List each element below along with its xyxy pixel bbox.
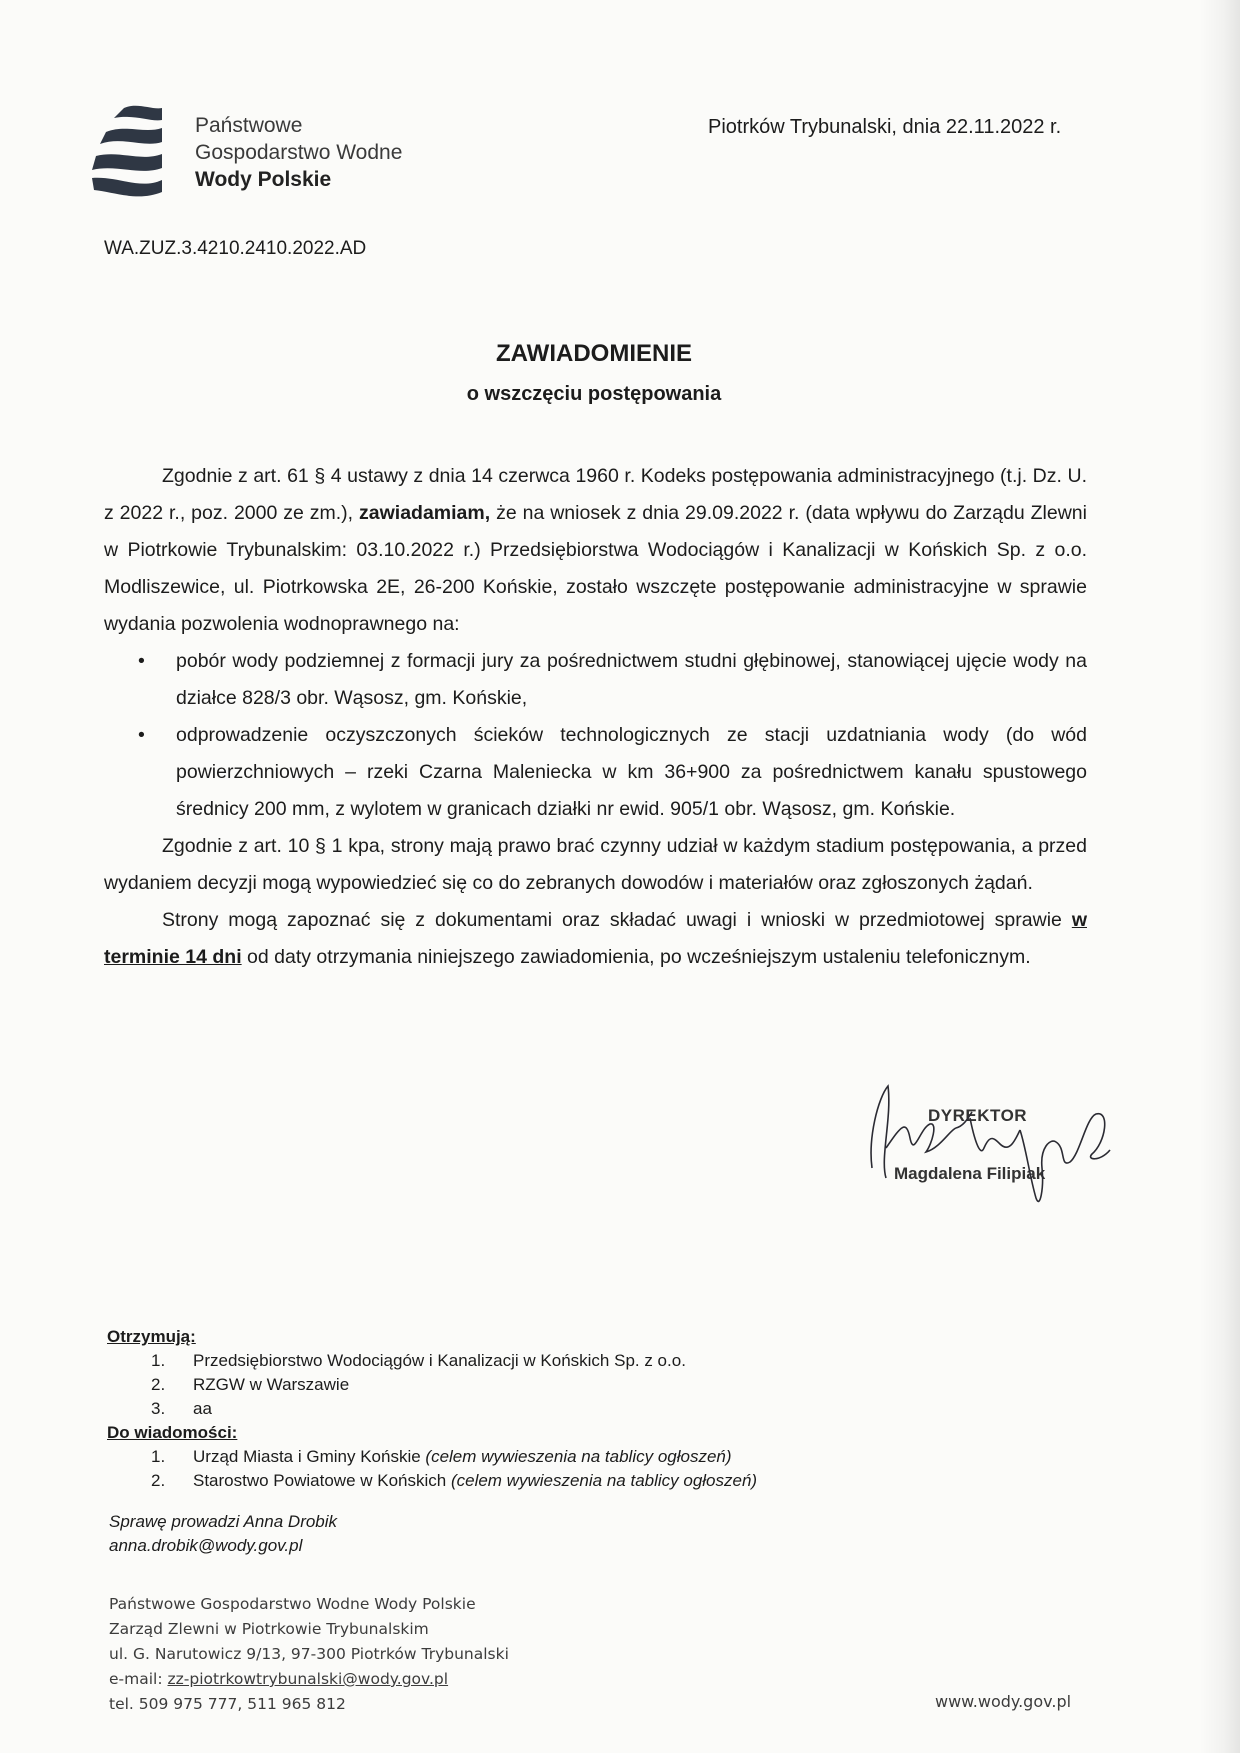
list-item-text: Przedsiębiorstwo Wodociągów i Kanalizacji w Końskich Sp. z o.o. [193, 1351, 686, 1370]
list-item [104, 643, 1087, 717]
logo-line-2: Gospodarstwo Wodne [195, 141, 403, 164]
list-item-text: Urząd Miasta i Gminy Końskie [193, 1447, 426, 1466]
list-item-text: Starostwo Powiatowe w Końskich [193, 1471, 451, 1490]
document-body [104, 458, 1087, 976]
organization-logo [92, 104, 422, 204]
footer-line-1: Państwowe Gospodarstwo Wodne Wody Polskie [109, 1595, 476, 1613]
list-item-text: odprowadzenie oczyszczonych ścieków technologicznych ze stacji uzdatniania wody (do wód powierzchniowych – rzeki Czarna Maleniecka w km 36+900 za pośrednictwem kanału spustowego średnicy 200 mm, z wylotem w granicach działki nr ewid. 905/1 obr. Wąsosz, gm. Końskie. [176, 724, 1087, 820]
list-item [107, 1445, 1007, 1469]
list-item-text: RZGW w Warszawie [193, 1375, 350, 1394]
footer-line-2: Zarząd Zlewni w Piotrkowie Trybunalskim [109, 1620, 429, 1638]
list-item [107, 1349, 1007, 1373]
footer-email-label: e-mail: [109, 1670, 168, 1688]
document-subtitle: o wszczęciu postępowania [466, 383, 722, 405]
case-handler-name: Sprawę prowadzi Anna Drobik [109, 1512, 338, 1531]
paragraph-3 [104, 902, 1087, 976]
list-item-text: aa [193, 1399, 212, 1418]
paragraph-1 [104, 458, 1087, 643]
footer-address [109, 1592, 509, 1717]
permit-scope-list [104, 643, 1087, 828]
case-reference-number: WA.ZUZ.3.4210.2410.2022.AD [104, 238, 367, 259]
list-item [107, 1469, 1007, 1493]
bullet-icon: • [138, 650, 145, 672]
paragraph-2: Zgodnie z art. 10 § 1 kpa, strony mają prawo brać czynny udział w każdym stadium postępowania, a przed wydaniem decyzji mogą wypowiedzieć się co do zebranych dowodów i materiałów oraz zgłoszonych żądań. [104, 835, 1087, 894]
signature-block [860, 1078, 1120, 1218]
website-link[interactable]: www.wody.gov.pl [935, 1692, 1072, 1711]
list-item [107, 1397, 1007, 1421]
list-item-note: (celem wywieszenia na tablicy ogłoszeń) [425, 1447, 732, 1466]
list-item-number: 1. [151, 1351, 166, 1370]
case-handler-email: anna.drobik@wody.gov.pl [109, 1536, 303, 1555]
list-item-number: 2. [151, 1375, 166, 1394]
waves-logo-icon [92, 104, 182, 204]
paragraph-3-text-b: od daty otrzymania niniejszego zawiadomienia, po wcześniejszym ustaleniu telefonicznym. [241, 946, 1031, 968]
scan-edge-shadow [1200, 0, 1240, 1753]
paragraph-1-text-a: Zgodnie z art. 61 § 4 ustawy z dnia 14 czerwca 1960 r. Kodeks postępowania administracyjnego (t.j. Dz. U. z 2022 r., poz. 2000 ze zm.), [104, 465, 1087, 524]
signatory-name: Magdalena Filipiak [894, 1164, 1046, 1183]
footer-phone: tel. 509 975 777, 511 965 812 [109, 1695, 346, 1713]
list-item-note: (celem wywieszenia na tablicy ogłoszeń) [450, 1471, 758, 1490]
list-item-number: 1. [151, 1447, 166, 1466]
list-item-number: 2. [151, 1471, 166, 1490]
notice-heading: Do wiadomości: [107, 1423, 238, 1442]
recipients-section [107, 1325, 1007, 1493]
paragraph-3-text-a: Strony mogą zapoznać się z dokumentami oraz składać uwagi i wnioski w przedmiotowej sprawie [162, 909, 1072, 931]
place-and-date: Piotrków Trybunalski, dnia 22.11.2022 r. [708, 116, 1062, 138]
bullet-icon: • [138, 724, 145, 746]
logo-line-3: Wody Polskie [195, 168, 332, 191]
footer-email-row [109, 1667, 509, 1692]
handwritten-signature-icon [860, 1078, 1120, 1218]
paragraph-1-bold: zawiadamiam, [359, 502, 491, 524]
list-item-text: pobór wody podziemnej z formacji jury za pośrednictwem studni głębinowej, stanowiącej ujęcie wody na działce 828/3 obr. Wąsosz, gm. Końskie, [176, 650, 1087, 709]
document-title: ZAWIADOMIENIE [496, 340, 692, 367]
logo-line-1: Państwowe [195, 114, 303, 137]
list-item [104, 717, 1087, 828]
footer-line-3: ul. G. Narutowicz 9/13, 97-300 Piotrków Trybunalski [109, 1645, 509, 1663]
case-handler [109, 1510, 337, 1558]
paragraph-1-text-b: że na wniosek z dnia 29.09.2022 r. (data wpływu do Zarządu Zlewni w Piotrkowie Trybunalskim: 03.10.2022 r.) Przedsiębiorstwa Wodociągów i Kanalizacji w Końskich Sp. z o.o. Modliszewice, ul. Piotrkowska 2E, 26-200 Końskie, zostało wszczęte postępowanie administracyjne w sprawie wydania pozwolenia wodnoprawnego na: [104, 502, 1087, 635]
recipients-heading: Otrzymują: [107, 1327, 196, 1346]
deadline-highlight: w terminie 14 dni [104, 909, 1087, 968]
list-item-number: 3. [151, 1399, 166, 1418]
list-item [107, 1373, 1007, 1397]
signatory-title: DYREKTOR [928, 1106, 1028, 1125]
footer-email-link[interactable]: zz-piotrkowtrybunalski@wody.gov.pl [167, 1670, 449, 1688]
